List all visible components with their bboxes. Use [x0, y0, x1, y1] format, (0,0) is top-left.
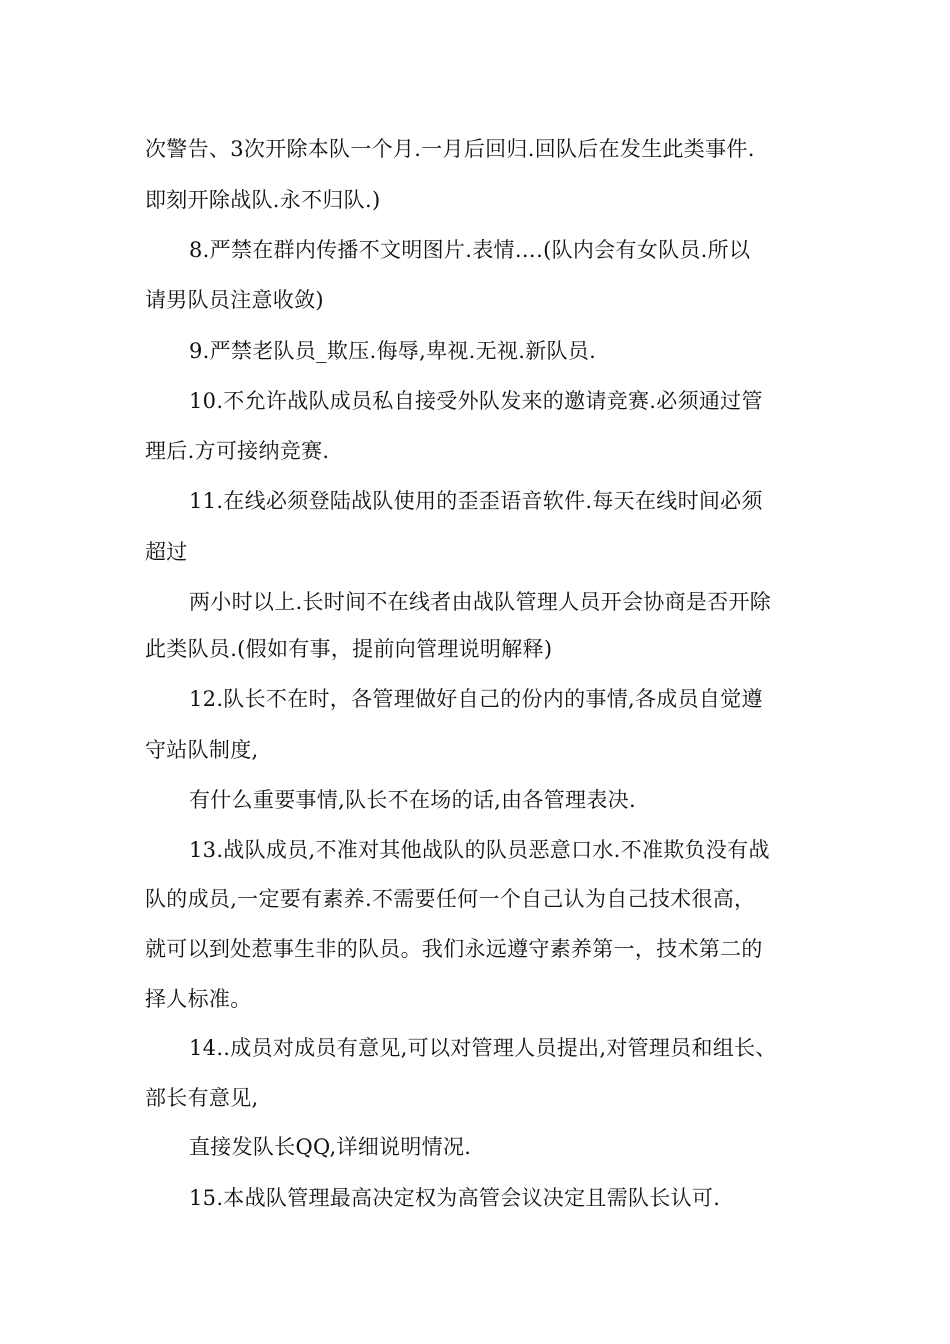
- text-line: 请男队员注意收敛): [145, 288, 324, 312]
- text-line: 14..成员对成员有意见,可以对管理人员提出,对管理员和组长、: [189, 1036, 777, 1060]
- text-line: 11.在线必须登陆战队使用的歪歪语音软件.每天在线时间必须: [189, 489, 763, 513]
- text-line: 此类队员.(假如有事，提前向管理说明解释): [145, 637, 553, 661]
- text-line: 8.严禁在群内传播不文明图片.表情….(队内会有女队员.所以: [189, 238, 751, 262]
- text-line: 12.队长不在时，各管理做好自己的份内的事情,各成员自觉遵: [189, 687, 763, 711]
- text-line: 超过: [145, 540, 188, 564]
- text-line: 10.不允许战队成员私自接受外队发来的邀请竞赛.必须通过管: [189, 389, 763, 413]
- text-line: 9.严禁老队员_欺压.侮辱,卑视.无视.新队员.: [189, 339, 597, 363]
- text-line: 13.战队成员,不准对其他战队的队员恶意口水.不准欺负没有战: [189, 838, 770, 862]
- text-line: 15.本战队管理最高决定权为高管会议决定且需队长认可.: [189, 1186, 721, 1210]
- text-line: 就可以到处惹事生非的队员。我们永远遵守素养第一，技术第二的: [145, 937, 763, 961]
- text-line: 即刻开除战队.永不归队.): [145, 188, 381, 212]
- text-line: 部长有意见,: [145, 1086, 259, 1110]
- text-line: 有什么重要事情,队长不在场的话,由各管理表决.: [189, 788, 636, 812]
- text-line: 择人标准。: [145, 987, 252, 1011]
- text-line: 次警告、3次开除本队一个月.一月后回归.回队后在发生此类事件.: [145, 137, 755, 161]
- text-line: 守站队制度,: [145, 738, 259, 762]
- text-line: 两小时以上.长时间不在线者由战队管理人员开会协商是否开除: [189, 590, 772, 614]
- text-line: 理后.方可接纳竞赛.: [145, 439, 330, 463]
- text-line: 队的成员,一定要有素养.不需要任何一个自己认为自己技术很高，: [145, 887, 756, 911]
- text-line: 直接发队长QQ,详细说明情况.: [189, 1135, 472, 1159]
